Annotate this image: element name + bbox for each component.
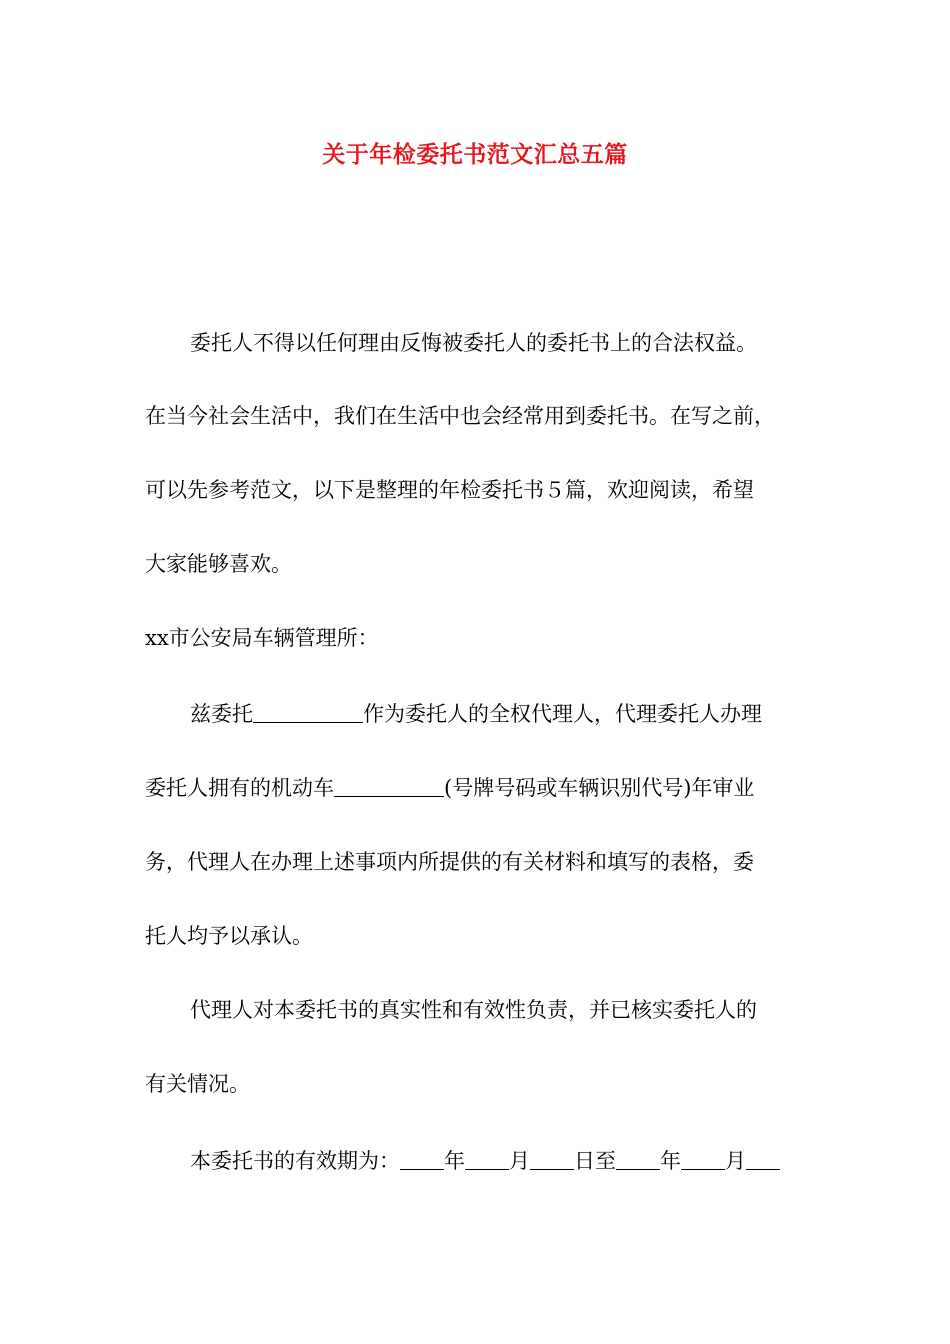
para2-line-1: 代理人对本委托书的真实性和有效性负责，并已核实委托人的 — [190, 998, 757, 1022]
para1-line-2 — [145, 772, 825, 804]
unit-year-1: 年 — [444, 1149, 465, 1173]
para1-line-3: 务，代理人在办理上述事项内所提供的有关材料和填写的表格，委 — [145, 850, 754, 874]
para1-line-1 — [190, 698, 830, 730]
para1-text-d: (号牌号码或车辆识别代号)年审业 — [444, 776, 755, 800]
unit-month-2: 月 — [725, 1149, 746, 1173]
para2-line-2: 有关情况。 — [145, 1072, 250, 1096]
agent-name-blank — [253, 700, 363, 723]
vehicle-number-blank — [334, 774, 444, 797]
end-day-blank — [746, 1147, 780, 1170]
end-month-blank — [681, 1147, 725, 1170]
intro-line-2: 在当今社会生活中，我们在生活中也会经常用到委托书。在写之前， — [145, 404, 775, 428]
para1-text-c: 委托人拥有的机动车 — [145, 776, 334, 800]
intro-line-4: 大家能够喜欢。 — [145, 552, 292, 576]
start-year-blank — [400, 1147, 444, 1170]
unit-day-to: 日至 — [574, 1149, 616, 1173]
document-title: 关于年检委托书范文汇总五篇 — [322, 141, 628, 168]
start-month-blank — [465, 1147, 509, 1170]
end-year-blank — [616, 1147, 660, 1170]
para1-text-b: 作为委托人的全权代理人，代理委托人办理 — [363, 702, 762, 726]
para1-text-a: 兹委托 — [190, 702, 253, 726]
intro-line-1: 委托人不得以任何理由反悔被委托人的委托书上的合法权益。 — [190, 331, 757, 355]
validity-line — [190, 1145, 830, 1177]
unit-month-1: 月 — [509, 1149, 530, 1173]
intro-line-3: 可以先参考范文，以下是整理的年检委托书５篇，欢迎阅读，希望 — [145, 478, 754, 502]
unit-year-2: 年 — [660, 1149, 681, 1173]
addressee: xx市公安局车辆管理所： — [145, 626, 379, 650]
para1-line-4: 托人均予以承认。 — [145, 924, 313, 948]
start-day-blank — [530, 1147, 574, 1170]
validity-prefix: 本委托书的有效期为： — [190, 1149, 400, 1173]
